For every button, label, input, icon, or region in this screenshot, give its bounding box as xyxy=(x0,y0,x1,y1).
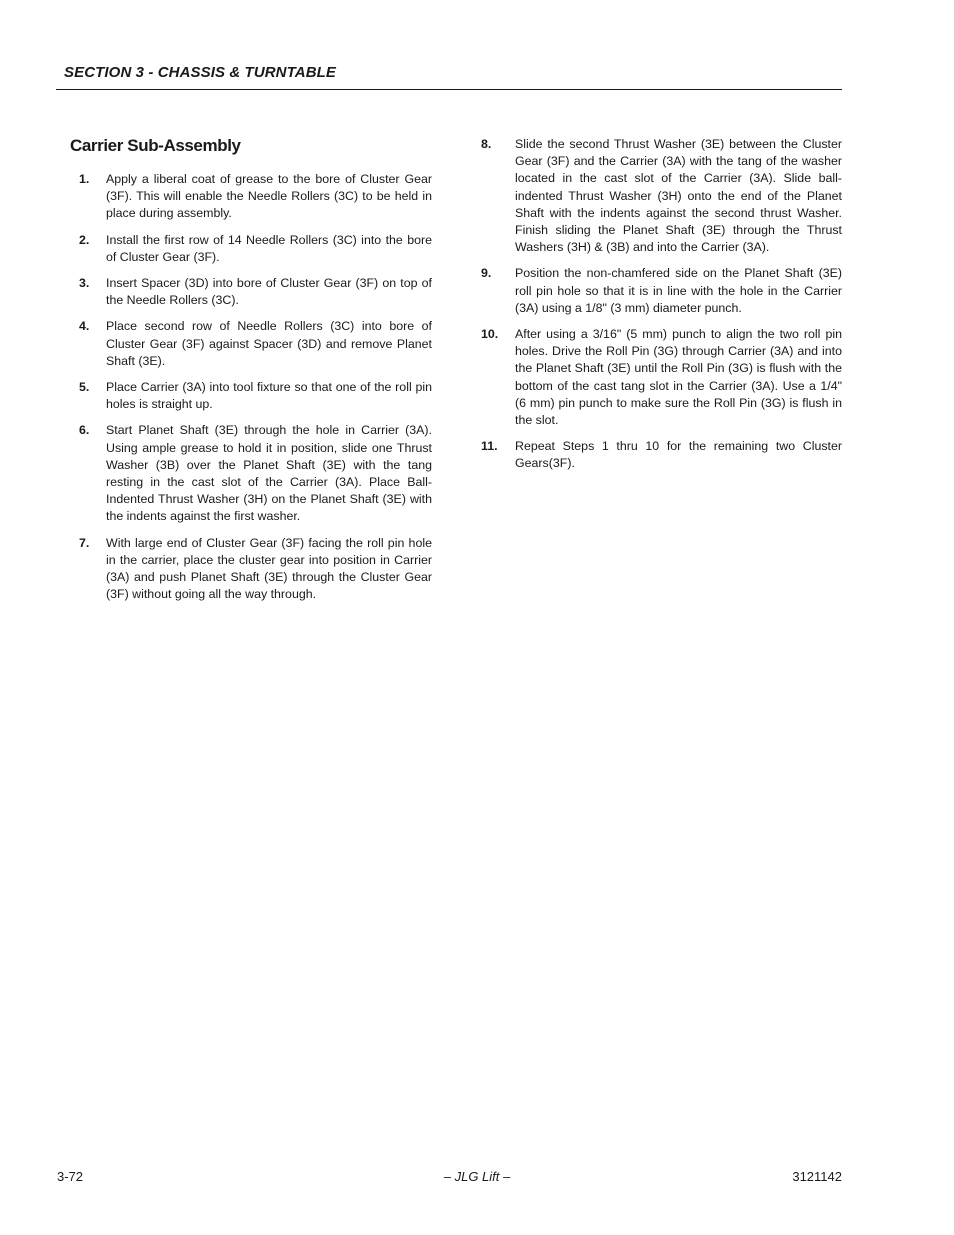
step-number: 11. xyxy=(481,439,498,454)
step-number: 8. xyxy=(481,137,492,151)
document-number: 3121142 xyxy=(792,1169,842,1184)
step-item xyxy=(70,318,432,370)
step-item xyxy=(481,136,842,256)
steps-list-left xyxy=(70,171,432,603)
step-number: 10. xyxy=(481,327,499,342)
subsection-title: Carrier Sub-Assembly xyxy=(70,136,241,155)
step-number: 5. xyxy=(79,380,90,395)
step-text: Install the first row of 14 Needle Rollers (3C) into the bore of Cluster Gear (3F). xyxy=(106,232,432,264)
step-item xyxy=(70,535,432,604)
right-column xyxy=(481,136,842,482)
step-item xyxy=(481,438,842,472)
step-number: 3. xyxy=(79,276,90,291)
step-item xyxy=(70,171,432,223)
step-number: 7. xyxy=(79,535,90,550)
step-number: 4. xyxy=(79,319,90,334)
step-text: Place second row of Needle Rollers (3C) into bore of Cluster Gear (3F) against Spacer (3D) and remove Planet Shaft (3E). xyxy=(106,319,432,368)
step-item xyxy=(70,379,432,413)
step-item xyxy=(70,275,432,309)
step-text: Insert Spacer (3D) into bore of Cluster Gear (3F) on top of the Needle Rollers (3C). xyxy=(106,276,432,308)
step-text: Place Carrier (3A) into tool fixture so that one of the roll pin holes is straight up. xyxy=(106,380,432,412)
page-number: 3-72 xyxy=(57,1169,84,1184)
step-number: 9. xyxy=(481,266,492,281)
step-text: After using a 3/16" (5 mm) punch to align the two roll pin holes. Drive the Roll Pin (3G) through Carrier (3A) and into the Planet Shaft (3E) until the Roll Pin (3G) is flush with the bottom of the cast tang slot in the Carrier (3A). Use a 1/4" (6 mm) pin punch to make sure the Roll Pin (3G) is flush in the slot. xyxy=(515,327,842,428)
step-number: 1. xyxy=(79,172,90,186)
steps-list-right xyxy=(481,136,842,473)
step-item xyxy=(481,265,842,317)
step-text: Position the non-chamfered side on the Planet Shaft (3E) roll pin hole so that it is in line with the hole in the Carrier (3A) using a 1/8" (3 mm) diameter punch. xyxy=(515,266,842,315)
step-number: 2. xyxy=(79,232,90,247)
section-header: SECTION 3 - CHASSIS & TURNTABLE xyxy=(64,64,337,81)
left-column xyxy=(70,135,432,612)
step-item xyxy=(70,232,432,266)
step-text: Slide the second Thrust Washer (3E) between the Cluster Gear (3F) and the Carrier (3A) with the tang of the washer located in the cast slot of the Carrier (3A). Slide ball-indented Thrust Washer (3H) onto the end of the Planet Shaft with the indents against the second thrust Washer. Finish sliding the Planet Shaft (3E) through the Thrust Washers (3H) & (3B) and into the Carrier (3A). xyxy=(515,137,842,255)
step-text: Apply a liberal coat of grease to the bore of Cluster Gear (3F). This will enable the Needle Rollers (3C) to be held in place during assembly. xyxy=(106,172,432,221)
step-text: With large end of Cluster Gear (3F) facing the roll pin hole in the carrier, place the cluster gear into position in Carrier (3A) and push Planet Shaft (3E) through the Cluster Gear (3F) without going all the way through. xyxy=(106,535,432,602)
header-rule xyxy=(56,89,842,90)
footer-brand: – JLG Lift – xyxy=(443,1169,511,1184)
step-number: 6. xyxy=(79,423,90,438)
step-item xyxy=(70,422,432,525)
step-item xyxy=(481,326,842,429)
step-text: Repeat Steps 1 thru 10 for the remaining two Cluster Gears(3F). xyxy=(515,439,842,471)
step-text: Start Planet Shaft (3E) through the hole in Carrier (3A). Using ample grease to hold it in position, slide one Thrust Washer (3B) over the Planet Shaft (3E) with the tang resting in the cast slot of the Carrier (3A). Place Ball-Indented Thrust Washer (3H) on the Planet Shaft (3E) with the indents against the first washer. xyxy=(106,423,432,524)
